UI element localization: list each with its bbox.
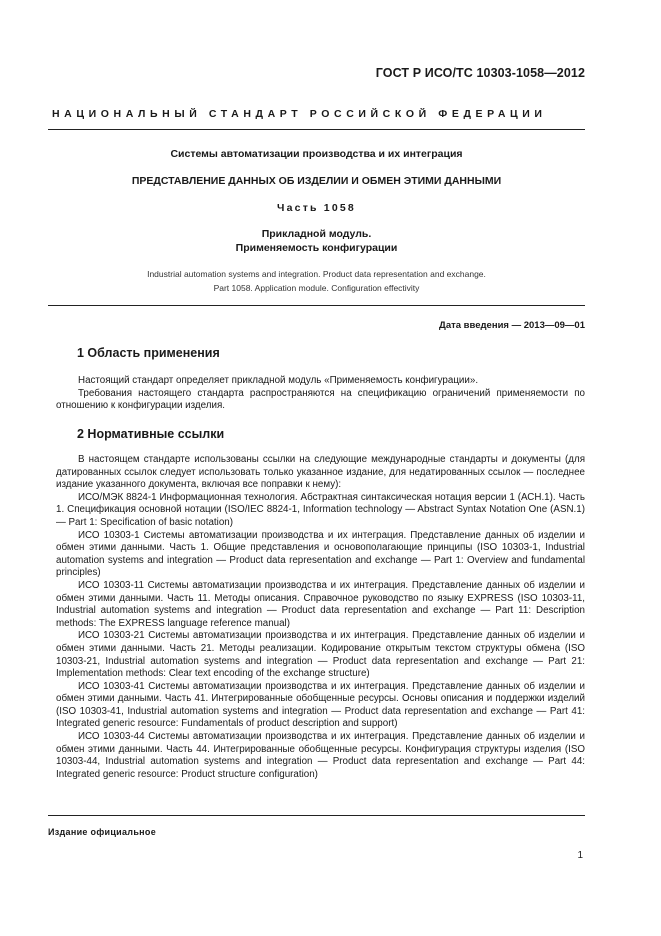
section2-intro: В настоящем стандарте использованы ссылки на следующие международные стандарты и документы (для датированных ссылок следует использовать только указанное издание, для недатированных ссылок — последнее издание указанного документа, включая все поправки к нему):	[56, 454, 585, 491]
header-divider	[48, 129, 585, 130]
section1-paragraph: Настоящий стандарт определяет прикладной модуль «Применяемость конфигурации».	[78, 375, 479, 386]
module-title	[48, 227, 585, 255]
section2-body	[56, 454, 585, 781]
official-edition-label: Издание официальное	[48, 827, 157, 837]
title-divider	[48, 305, 585, 306]
reference-item: ИСО/МЭК 8824-1 Информационная технология. Абстрактная синтаксическая нотация версии 1 (АСН.1). Часть 1. Спецификация основной нотации (ISO/IEC 8824-1, Information technology — Abstract Syntax Notation One (ASN.1) — Part 1: Specification of basic notation)	[56, 491, 585, 528]
english-title-line1: Industrial automation systems and integration. Product data representation and exchange.	[147, 269, 486, 279]
section1-body	[56, 375, 585, 413]
module-title-line1: Прикладной модуль.	[261, 228, 372, 240]
english-title-line2: Part 1058. Application module. Configuration effectivity	[213, 283, 420, 293]
reference-item: ИСО 10303-21 Системы автоматизации производства и их интеграция. Представление данных об изделии и обмен этими данными. Часть 21. Методы реализации. Кодирование открытым текстом структуры обмена (ISO 10303-21, Industrial automation systems and integration — Product data representation and exchange — Part 21: Implementation methods: Clear text encoding of the exchange structure)	[56, 630, 585, 680]
section1-heading: 1 Область применения	[77, 346, 220, 360]
national-standard-banner: НАЦИОНАЛЬНЫЙ СТАНДАРТ РОССИЙСКОЙ ФЕДЕРАЦИИ	[52, 108, 547, 120]
english-title	[48, 267, 585, 295]
page-number: 1	[577, 850, 583, 861]
reference-item: ИСО 10303-1 Системы автоматизации производства и их интеграция. Представление данных об изделии и обмен этими данными. Часть 1. Общие представления и основополагающие принципы (ISO 10303-1, Industrial automation systems and integration — Product data representation and exchange — Part 1: Overview and fundamental principles)	[56, 529, 585, 579]
part-number: Часть 1058	[277, 202, 356, 214]
introduction-date: Дата введения — 2013—09—01	[439, 320, 585, 331]
reference-item: ИСО 10303-11 Системы автоматизации производства и их интеграция. Представление данных об изделии и обмен этими данными. Часть 11. Методы описания. Справочное руководство по языку EXPRESS (ISO 10303-11, Industrial automation systems and integration — Product data representation and exchange — Part 11: Description methods: The EXPRESS language reference manual)	[56, 579, 585, 629]
module-title-line2: Применяемость конфигурации	[235, 242, 398, 254]
reference-item: ИСО 10303-41 Системы автоматизации производства и их интеграция. Представление данных об изделии и обмен этими данными. Часть 41. Интегрированные обобщенные ресурсы. Основы описания и поддержки изделий (ISO 10303-41, Industrial automation systems and integration — Product data representation and exchange — Part 41: Integrated generic resource: Fundamentals of product description and support)	[56, 680, 585, 730]
document-code: ГОСТ Р ИСО/ТС 10303-1058—2012	[375, 66, 585, 80]
footer-divider	[48, 815, 585, 816]
reference-item: ИСО 10303-44 Системы автоматизации производства и их интеграция. Представление данных об изделии и обмен этими данными. Часть 44. Интегрированные обобщенные ресурсы. Конфигурация структуры изделия (ISO 10303-44, Industrial automation systems and integration — Product data representation and exchange — Part 44: Integrated generic resource: Product structure configuration)	[56, 731, 585, 780]
series-title: Системы автоматизации производства и их интеграция	[170, 148, 463, 160]
section2-heading: 2 Нормативные ссылки	[77, 427, 225, 441]
main-title: ПРЕДСТАВЛЕНИЕ ДАННЫХ ОБ ИЗДЕЛИИ И ОБМЕН ЭТИМИ ДАННЫМИ	[131, 175, 502, 187]
section1-paragraph: Требования настоящего стандарта распространяются на спецификацию ограничений применяемости по отношению к конфигурации изделия.	[56, 387, 585, 412]
